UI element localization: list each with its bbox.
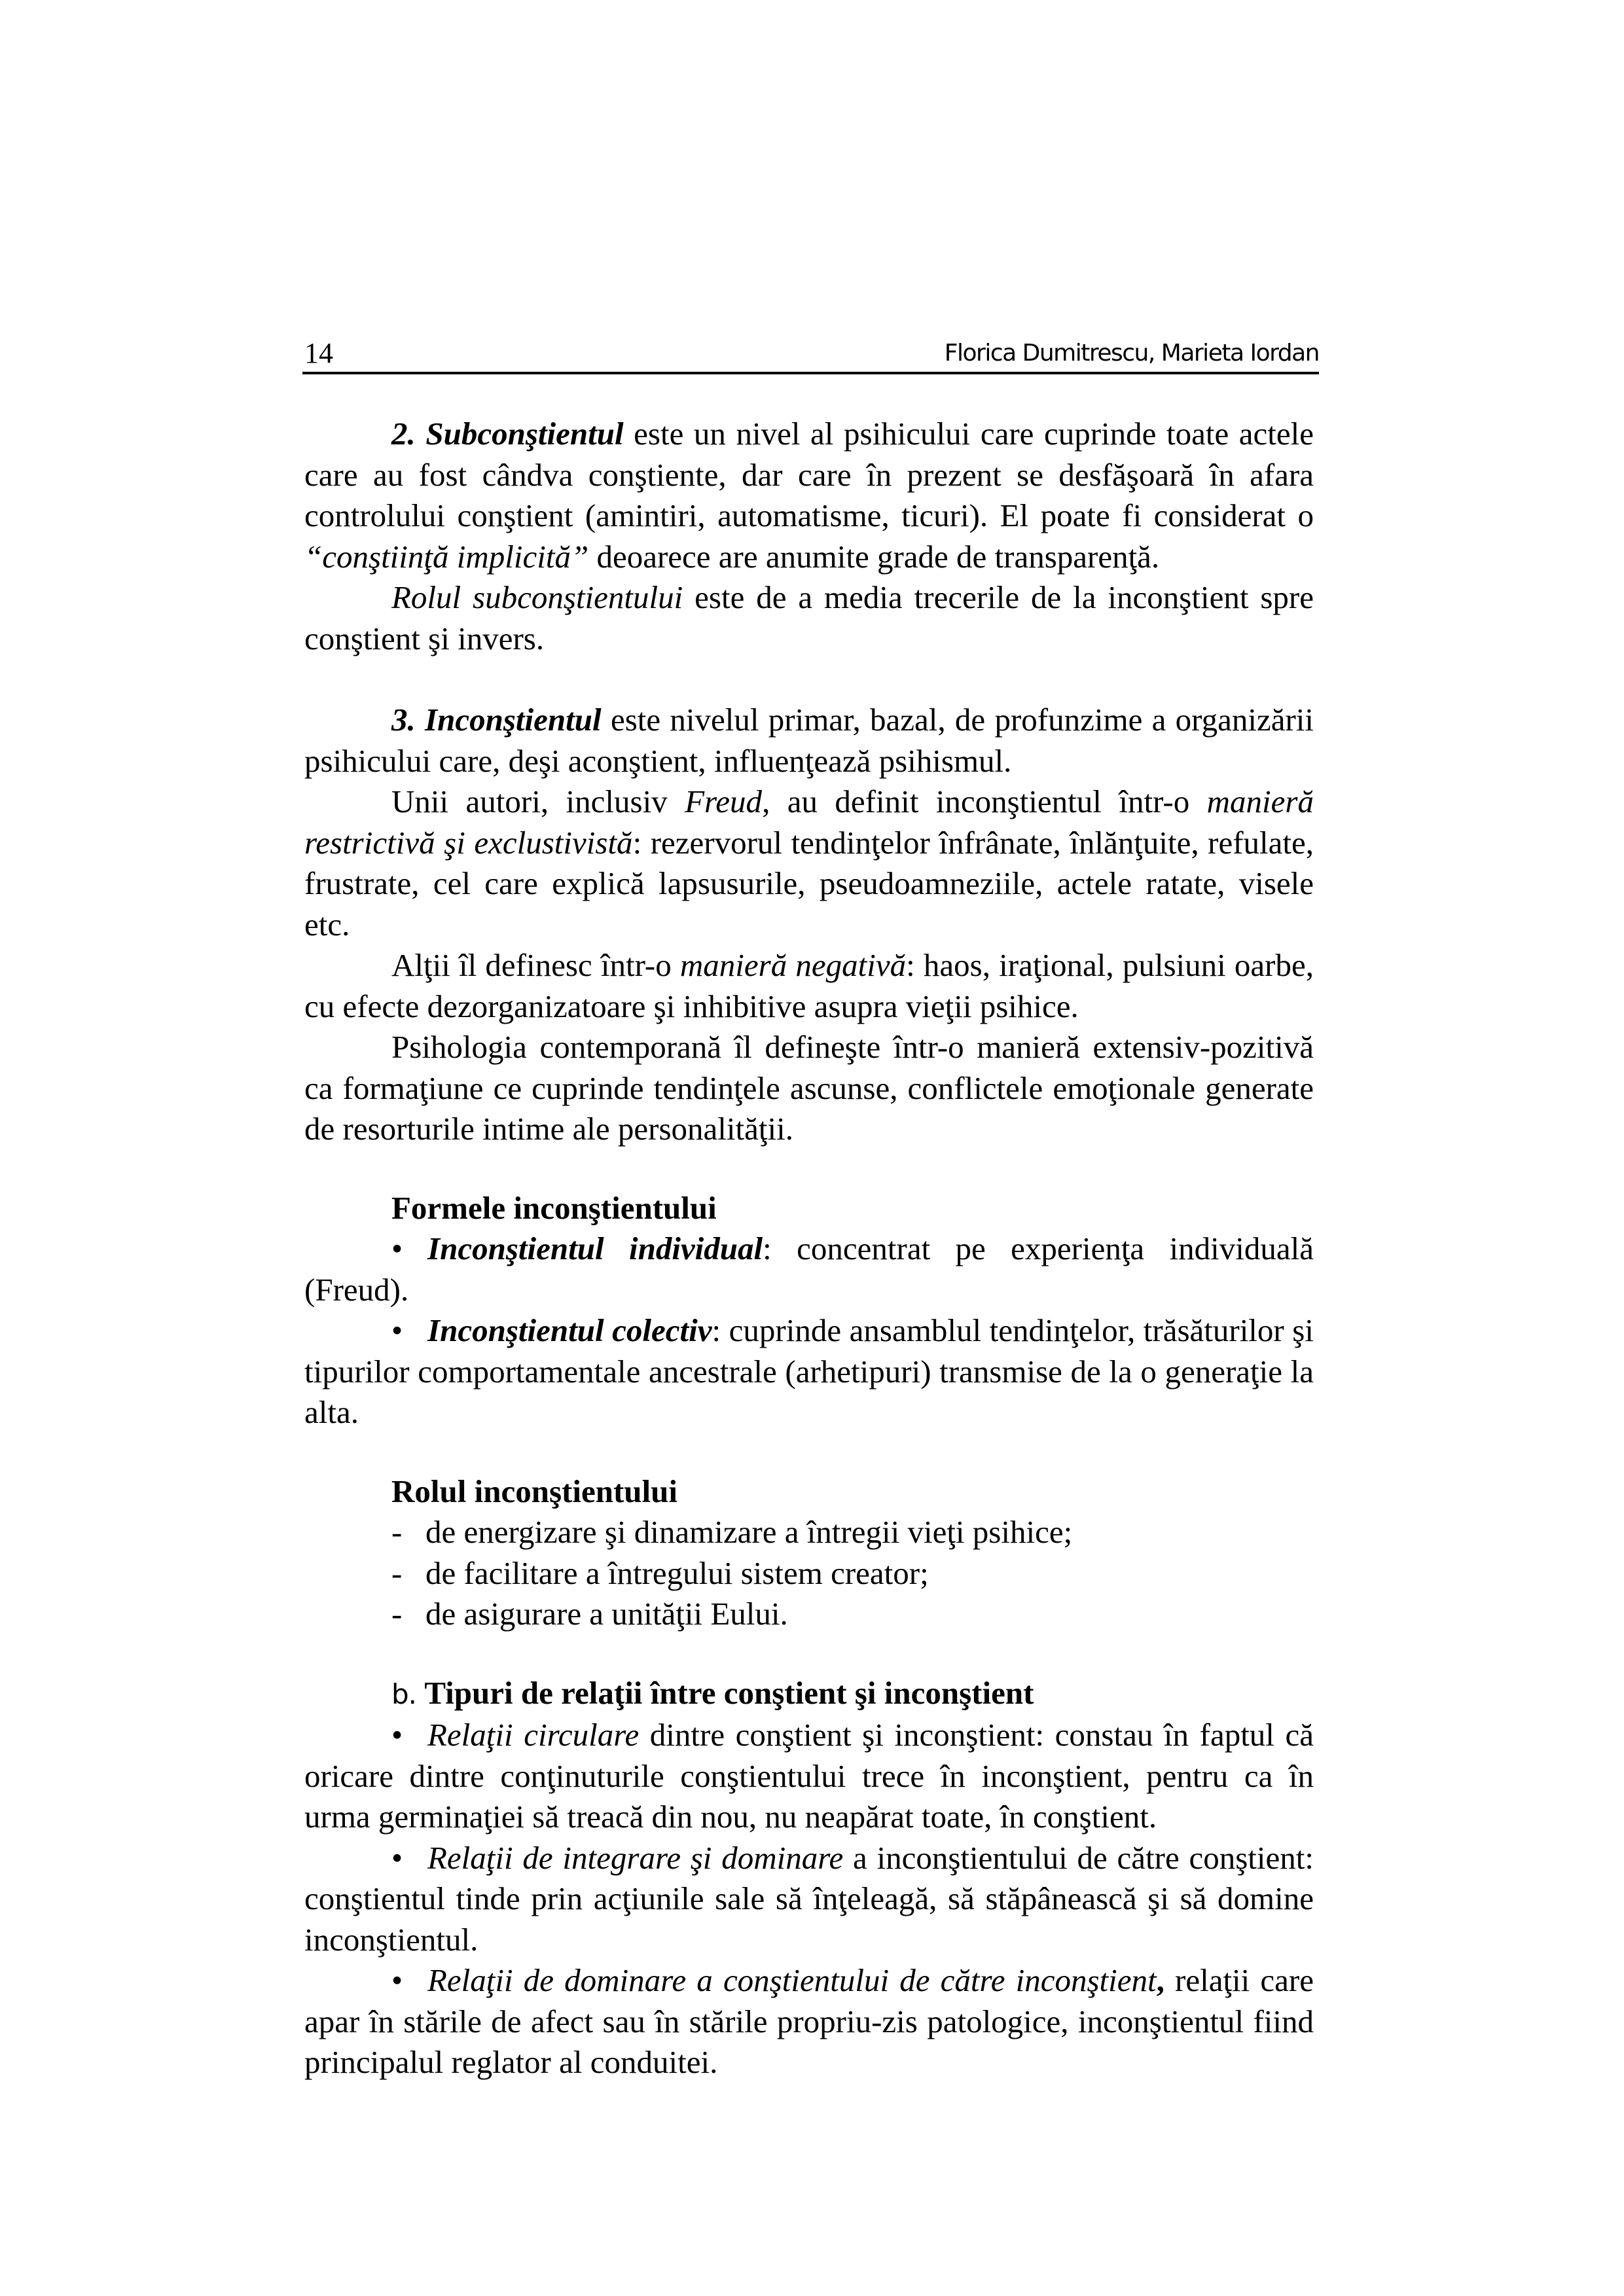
term-maniera-negativa: manieră negativă [679,947,907,983]
bullet-text: : concentrat pe experienţa individuală (Freud). [304,1230,1314,1308]
term-maniera-restrictiva: manieră restrictivă şi exclustivistă [304,783,1314,861]
bullet-term: Relaţii de dominare a conştientului de către inconştient [427,1962,1157,1998]
bullet-item [304,1715,1314,1838]
bullet-item [304,1838,1314,1961]
quote-constiinta-implicita: “conştiinţă implicită” [304,538,589,575]
paragraph-text: este de a media trecerile de la inconştient spre conştient şi invers. [304,579,1314,656]
paragraph-text: este nivelul primar, bazal, de profunzime a organizării psihicului care, deşi aconştient, influenţează psihismul. [304,702,1314,779]
paragraph-inconstient [304,700,1314,781]
bullet-item [304,1960,1314,2083]
bullet-term: Inconştientul colectiv [427,1312,712,1348]
bullet-text: a inconştientului de către conştient: conştientul tinde prin acţiunile sale să înţeleagă, să stăpânească şi să domine inconştientul. [304,1839,1314,1958]
paragraph-freud [304,781,1314,945]
paragraph-rol-subconstient [304,577,1314,659]
paragraph-text: Alţii îl definesc într-o [391,947,680,983]
list-item-text: de asigurare a unităţii Eului. [425,1596,788,1632]
page-header [302,332,1319,374]
dash-icon: - [391,1596,403,1632]
bullet-term-suffix: , [1156,1962,1164,1998]
list-item [304,1594,1314,1635]
page-number: 14 [304,337,333,369]
bullet-term: Relaţii circulare [427,1717,640,1753]
paragraph-text: Unii autori, inclusiv [391,783,685,819]
list-item [304,1512,1314,1553]
paragraph-text: este un nivel al psihicului care cuprinde toate actele care au fost cândva conştiente, dar care în prezent se desfăşoară în afara controlului conştient (amintiri, automatisme, ticuri). El poate fi considerat o [304,416,1314,533]
bullet-text: relaţii care apar în stările de afect sau în stările propriu-zis patologice, inconştientul fiind principalul reglator al conduitei. [304,1962,1314,2080]
dash-icon: - [391,1514,403,1550]
bullet-text: : cuprinde ansamblul tendinţelor, trăsăturilor şi tipurilor comportamentale ancestrale (arhetipuri) transmise de la o generaţie la alta. [304,1312,1314,1430]
bullet-icon: • [391,1717,403,1753]
paragraph-text: : rezervorul tendinţelor înfrânate, înlănţuite, refulate, frustrate, cel care explică lapsusurile, pseudoamneziile, actele ratate, visele etc. [304,824,1314,942]
paragraph-maniera-negativa [304,945,1314,1027]
list-item-text: de energizare şi dinamizare a întregii vieţi psihice; [425,1514,1073,1550]
bullet-icon: • [391,1962,403,1998]
section-number: 3. [391,702,425,738]
running-head: Florica Dumitrescu, Marieta Iordan [944,340,1319,367]
bullet-item [304,1229,1314,1310]
heading-text: Tipuri de relaţii între conştient şi inconştient [424,1674,1034,1711]
term-inconstientul: Inconştientul [425,702,602,738]
heading-formele-inconstientului: Formele inconştientului [391,1189,717,1226]
role-list [304,1512,1314,1635]
bullet-item [304,1310,1314,1433]
bullet-icon: • [391,1312,403,1348]
heading-tipuri-de-relatii [304,1673,1314,1715]
term-subconstientul: Subconştientul [425,416,624,452]
dash-icon: - [391,1554,403,1591]
paragraph-text: : haos, iraţional, pulsiuni oarbe, cu efecte dezorganizatoare şi inhibitive asupra vieţii psihice. [304,947,1314,1024]
bullet-icon: • [391,1230,403,1266]
paragraph-psihologia-contemporana: Psihologia contemporană îl defineşte într-o manieră extensiv-pozitivă ca formaţiune ce cuprinde tendinţele ascunse, conflictele emoţionale generate de resorturile intime ale personalităţii. [304,1029,1314,1147]
paragraph-text: deoarece are anumite grade de transparenţă. [588,538,1160,575]
bullet-term: Relaţii de integrare şi dominare [427,1839,844,1876]
section-number: 2. [391,416,426,452]
heading-rolul-inconstientului: Rolul inconştientului [391,1473,678,1509]
page-body [304,414,1314,2083]
paragraph-subconstient [304,414,1314,577]
bullet-text: dintre conştient şi inconştient: constau în faptul că oricare dintre conţinuturile conştientului trece în inconştient, pentru ca în urma germinaţiei să treacă din nou, nu neapărat toate, în conştient. [304,1717,1314,1835]
list-item [304,1553,1314,1594]
section-label: b. [391,1677,425,1710]
bullet-icon: • [391,1839,403,1876]
list-item-text: de facilitare a întregului sistem creator; [425,1554,929,1591]
bullet-term: Inconştientul individual [427,1230,763,1266]
paragraph-text: , au definit inconştientul într-o [762,783,1207,819]
term-rolul-subconstientului: Rolul subconştientului [391,579,683,615]
term-freud: Freud [685,783,763,819]
